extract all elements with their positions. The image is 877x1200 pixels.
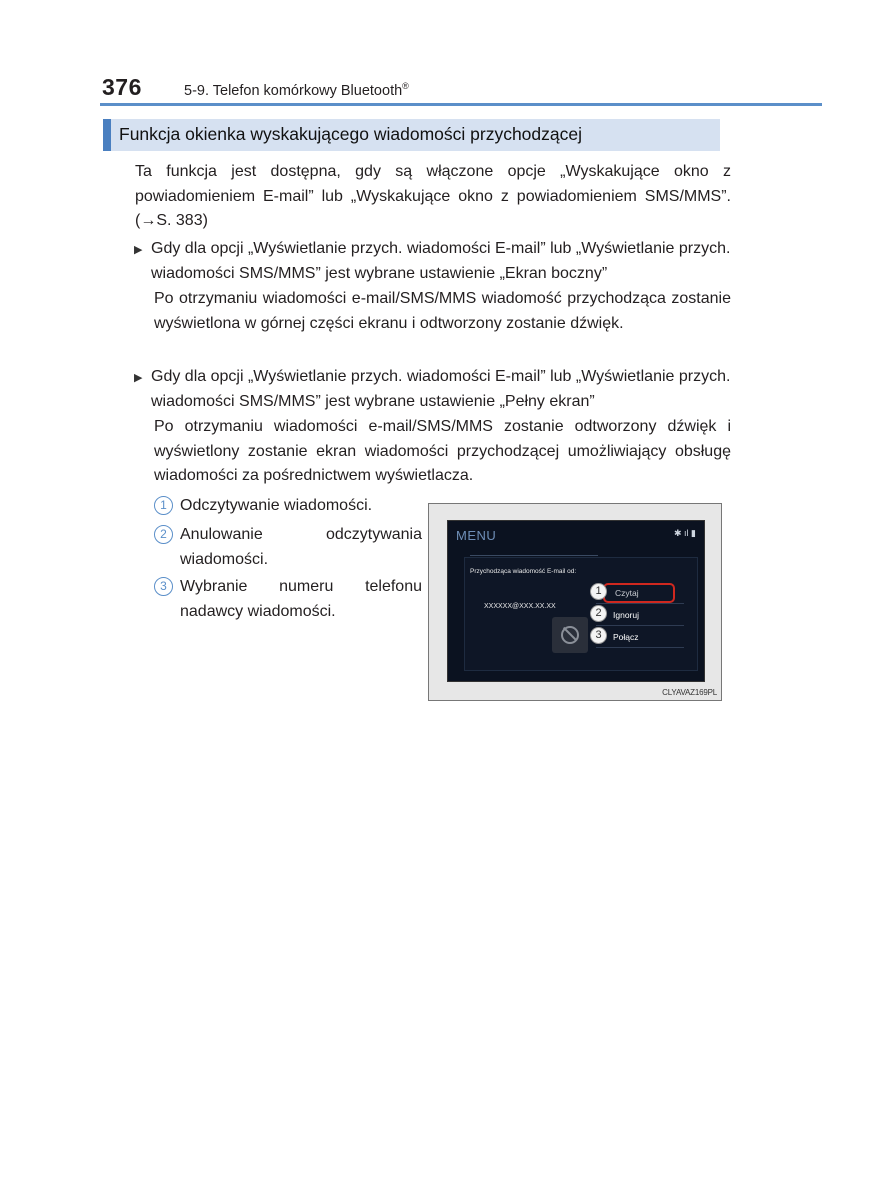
call-button[interactable] bbox=[603, 629, 687, 645]
numbered-item-text: Wybranie numeru telefonu nadawcy wiadomości. bbox=[180, 578, 422, 620]
option-divider bbox=[596, 625, 684, 626]
call-button-label: Połącz bbox=[613, 632, 639, 642]
no-image-icon bbox=[552, 617, 588, 653]
bullet-condition: Gdy dla opcji „Wyświetlanie przych. wiadomości E-mail” lub „Wyświetlanie przych. wiadomości SMS/MMS” jest wybrane ustawienie „Pełny ekran” bbox=[151, 368, 731, 410]
chapter-title bbox=[184, 81, 409, 99]
menu-label: MENU bbox=[456, 528, 497, 543]
read-button-label: Czytaj bbox=[615, 588, 639, 598]
display-screen bbox=[447, 520, 705, 682]
numbered-item-text: Anulowanie odczytywania wiadomości. bbox=[180, 526, 422, 568]
callout-2: 2 bbox=[590, 605, 607, 622]
page-number: 376 bbox=[102, 74, 142, 100]
ignore-button-label: Ignoruj bbox=[613, 610, 639, 620]
circled-number-2: 2 bbox=[154, 525, 173, 544]
trademark-symbol: ® bbox=[402, 81, 409, 91]
callout-3: 3 bbox=[590, 627, 607, 644]
chapter-title-text: 5-9. Telefon komórkowy Bluetooth bbox=[184, 82, 403, 99]
section-heading-bar bbox=[103, 119, 720, 151]
bullet-triangle-icon: ▶ bbox=[134, 372, 143, 384]
bullet-description: Po otrzymaniu wiadomości e-mail/SMS/MMS wiadomość przychodząca zostanie wyświetlona w górnej części ekranu i odtworzony zostanie dźwięk. bbox=[154, 290, 731, 332]
bullet-triangle-icon: ▶ bbox=[134, 244, 143, 256]
section-title: Funkcja okienka wyskakującego wiadomości przychodzącej bbox=[119, 124, 582, 144]
circled-number-1: 1 bbox=[154, 496, 173, 515]
incoming-message-screen-figure bbox=[428, 503, 722, 701]
bullet-description: Po otrzymaniu wiadomości e-mail/SMS/MMS zostanie odtworzony dźwięk i wyświetlony zostanie ekran wiadomości przychodzącej umożliwiający obsługę wiadomości za pośrednictwem wyświetlacza. bbox=[154, 418, 731, 484]
numbered-item-text: Odczytywanie wiadomości. bbox=[180, 497, 373, 514]
dialog-divider bbox=[470, 555, 598, 556]
figure-code: CLYAVAZ169PL bbox=[662, 688, 717, 697]
intro-paragraph: Ta funkcja jest dostępna, gdy są włączone opcje „Wyskakujące okno z powiadomieniem E-mail” lub „Wyskakujące okno z powiadomieniem SMS/MMS”. (→S. 383) bbox=[135, 163, 731, 229]
read-button[interactable] bbox=[603, 583, 675, 603]
bullet-full-screen bbox=[134, 365, 731, 414]
option-divider bbox=[596, 647, 684, 648]
circled-number-3: 3 bbox=[154, 577, 173, 596]
section-accent bbox=[103, 119, 111, 151]
bullet-condition: Gdy dla opcji „Wyświetlanie przych. wiadomości E-mail” lub „Wyświetlanie przych. wiadomości SMS/MMS” jest wybrane ustawienie „Ekran boczny” bbox=[151, 240, 731, 282]
bullet-side-screen bbox=[134, 237, 731, 286]
header-divider bbox=[100, 103, 822, 106]
option-divider bbox=[596, 603, 684, 604]
sender-address: XXXXXX@XXX.XX.XX bbox=[484, 603, 556, 610]
ignore-button[interactable] bbox=[603, 607, 687, 623]
callout-1: 1 bbox=[590, 583, 607, 600]
dialog-title: Przychodząca wiadomość E-mail od: bbox=[470, 568, 577, 575]
page-header bbox=[100, 72, 822, 106]
signal-battery-icon: ✱ ıl ▮ bbox=[674, 528, 696, 538]
